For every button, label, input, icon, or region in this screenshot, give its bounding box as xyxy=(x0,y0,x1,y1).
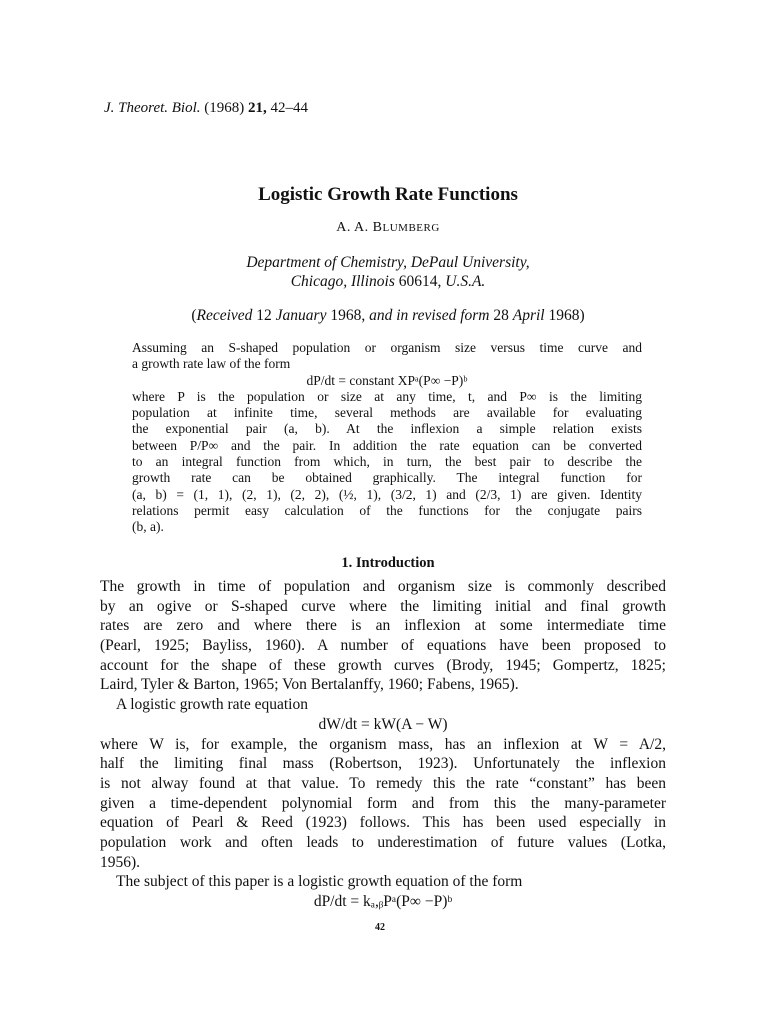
received-day: 12 xyxy=(256,307,272,324)
abstract-equation: dP/dt = constant XPᵃ(P∞ −P)ᵇ xyxy=(306,372,468,388)
equation: dW/dt = kW(A − W) xyxy=(318,715,448,733)
affiliation-city: Chicago, Illinois xyxy=(290,273,395,290)
body-line: (Pearl, 1925; Bayliss, 1960). A number of equations have been proposed to xyxy=(100,637,666,655)
abstract-line: the exponential pair (a, b). At the inflexion a simple relation exists xyxy=(132,421,642,437)
body-line: half the limiting final mass (Robertson, 1923). Unfortunately the inflexion xyxy=(100,755,666,773)
affiliation-country: U.S.A. xyxy=(445,273,486,290)
received-open-paren: ( xyxy=(191,307,197,324)
abstract xyxy=(132,340,642,536)
abstract-line: population at infinite time, several methods are available for evaluating xyxy=(132,405,642,421)
body-line: population work and often leads to underestimation of future values (Lotka, xyxy=(100,833,666,851)
affiliation-zip: 60614, xyxy=(398,273,442,290)
body-line: rates are zero and where there is an inflexion at some intermediate time xyxy=(100,617,666,635)
received-dates xyxy=(0,307,768,325)
body-line: A logistic growth rate equation xyxy=(116,696,308,714)
abstract-line: relations permit easy calculation of the functions for the conjugate pairs xyxy=(132,502,642,518)
body-line: account for the shape of these growth curves (Brody, 1945; Gompertz, 1825; xyxy=(100,656,666,674)
revised-day: 28 xyxy=(493,307,509,324)
abstract-line: to an integral function from which, in turn, the best pair to describe the xyxy=(132,454,642,470)
journal-pages: 42–44 xyxy=(270,100,309,116)
affiliation-line-1: Department of Chemistry, DePaul University, xyxy=(246,254,530,271)
abstract-line: (b, a). xyxy=(132,519,164,535)
body-line: where W is, for example, the organism mass, has an inflexion at W = A/2, xyxy=(100,735,666,753)
revised-year: 1968) xyxy=(548,307,585,324)
body-line: equation of Pearl & Reed (1923) follows. This has been used especially in xyxy=(100,814,666,832)
abstract-line: between P/P∞ and the pair. In addition the rate equation can be converted xyxy=(132,437,642,453)
body-line: The growth in time of population and organism size is commonly described xyxy=(100,578,666,595)
body-line: is not alway found at that value. To remedy this the rate “constant” has been xyxy=(100,774,666,792)
abstract-line: Assuming an S-shaped population or organism size versus time curve and xyxy=(132,340,642,355)
page-number: 42 xyxy=(375,922,385,933)
section-heading: 1. Introduction xyxy=(341,555,435,571)
revised-words: and in revised form xyxy=(369,307,490,324)
author-initials: A. A. B xyxy=(336,220,383,235)
equation: dP/dt = kₐ,ᵦPᵃ(P∞ −P)ᵇ xyxy=(313,893,453,910)
abstract-line: where P is the population or size at any time, t, and P∞ is the limiting xyxy=(132,388,642,404)
abstract-line: growth rate can be obtained graphically. The integral function for xyxy=(132,470,642,486)
journal-year: (1968) xyxy=(204,100,245,116)
journal-name: J. Theoret. Biol. xyxy=(104,100,201,116)
journal-volume: 21, xyxy=(248,100,267,116)
body-line: Laird, Tyler & Barton, 1965; Von Bertalanffy, 1960; Fabens, 1965). xyxy=(100,676,519,694)
journal-reference xyxy=(104,100,308,117)
body-line: The subject of this paper is a logistic growth equation of the form xyxy=(116,873,523,891)
body-line: given a time-dependent polynomial form and from this the many-parameter xyxy=(100,794,666,812)
received-year: 1968, xyxy=(330,307,366,324)
body-line: 1956). xyxy=(100,853,141,871)
abstract-line: a growth rate law of the form xyxy=(132,356,291,372)
body-line: by an ogive or S-shaped curve where the limiting initial and final growth xyxy=(100,597,666,615)
author-surname-rest: LUMBERG xyxy=(382,222,440,234)
introduction-body xyxy=(100,577,666,912)
abstract-line: (a, b) = (1, 1), (2, 1), (2, 2), (½, 1), (3/2, 1) and (2/3, 1) are given. Identity xyxy=(132,486,642,502)
received-month: January xyxy=(275,307,327,324)
author xyxy=(0,220,768,236)
paper-title: Logistic Growth Rate Functions xyxy=(258,184,518,205)
revised-month: April xyxy=(512,307,545,324)
received-word: Received xyxy=(196,307,253,324)
affiliation-line-2 xyxy=(0,273,768,291)
